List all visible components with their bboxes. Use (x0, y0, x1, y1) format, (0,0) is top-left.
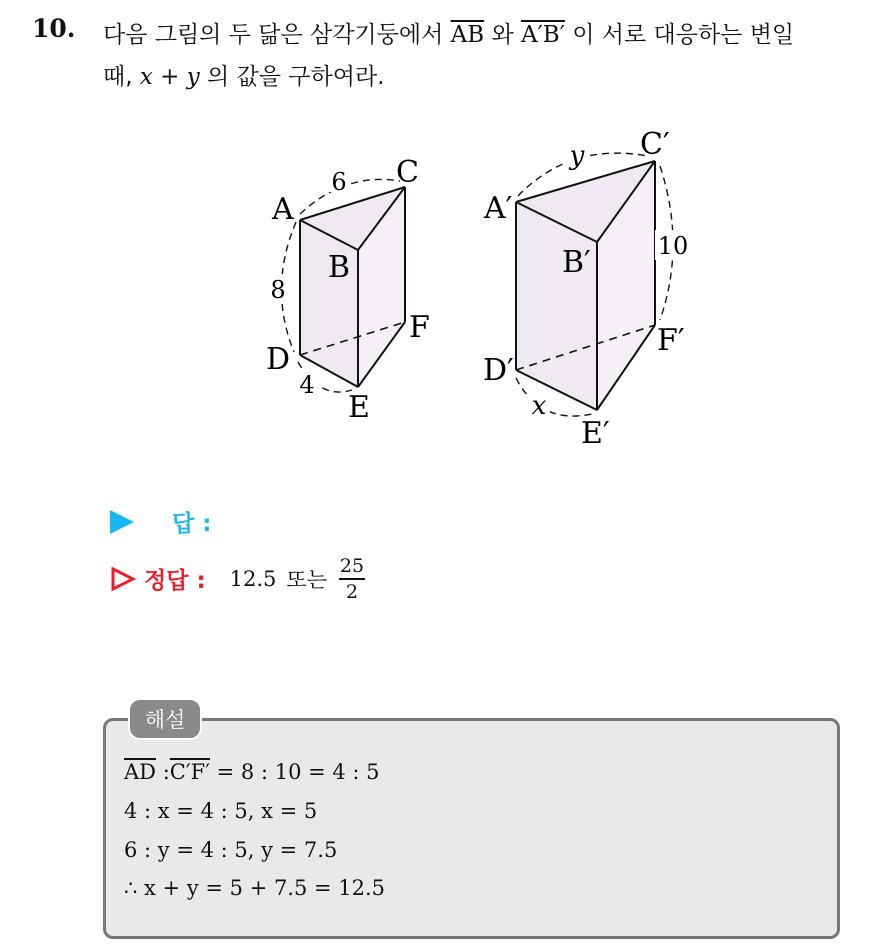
question-line2-suffix: 의 값을 구하여라. (207, 64, 385, 90)
solution-ratio-sep: : (162, 760, 170, 784)
correct-answer-label: 정답 : (144, 568, 206, 595)
fraction-bar (339, 578, 365, 580)
right-prism (483, 127, 691, 451)
answer-or: 또는 (286, 567, 327, 592)
fraction-denominator: 2 (345, 580, 359, 603)
left-prism (266, 155, 430, 425)
correct-answer-value: 12.5 (229, 566, 277, 591)
left-edge-ad-length: 8 (270, 276, 286, 304)
correct-answer-row (110, 555, 365, 603)
left-edge-de-length: 4 (299, 371, 315, 399)
right-vertex-a-prime: A′ (484, 191, 513, 226)
left-vertex-e: E (348, 390, 370, 425)
left-vertex-c: C (396, 155, 419, 190)
segment-ab: $\overline{AB}$ (450, 22, 485, 48)
solution-box (103, 718, 840, 939)
right-vertex-c-prime: C′ (640, 127, 670, 162)
answer-fraction (339, 555, 365, 603)
right-vertex-d-prime: D′ (483, 353, 514, 388)
segment-a-prime-b-prime: A′B′ (520, 22, 565, 48)
question-expression: x + y (139, 64, 200, 90)
right-edge-ac-length: y (569, 141, 585, 171)
solution-tab: 해설 (128, 698, 202, 740)
right-vertex-b-prime: B′ (562, 245, 591, 280)
right-edge-de-length: x (531, 391, 547, 421)
left-vertex-a: A (272, 192, 294, 227)
left-vertex-f: F (409, 310, 430, 345)
solution-line-4: ∴ x + y = 5 + 7.5 = 12.5 (124, 876, 386, 900)
question-line2-prefix: 때, (103, 64, 133, 90)
answer-row (110, 505, 211, 538)
question-text-prefix: 다음 그림의 두 닮은 삼각기둥에서 (103, 22, 444, 48)
outline-triangle-icon (110, 566, 136, 592)
question-conj: 와 (491, 22, 514, 48)
prism-figure (0, 0, 884, 470)
solution-line-1 (124, 760, 380, 784)
solution-line-2: 4 : x = 4 : 5, x = 5 (124, 799, 318, 823)
right-edge-cf-length: 10 (657, 232, 689, 260)
question-number: 10. (32, 14, 76, 43)
answer-label: 답 : (172, 511, 212, 537)
fraction-numerator: 25 (339, 555, 365, 577)
right-vertex-e-prime: E′ (581, 416, 610, 451)
play-triangle-icon (110, 510, 134, 534)
segment-c-prime-f-prime: C′F′ (169, 760, 210, 784)
solution-line-1-rest: = 8 : 10 = 4 : 5 (216, 760, 380, 784)
solution-line-3: 6 : y = 4 : 5, y = 7.5 (124, 838, 338, 862)
left-vertex-d: D (266, 342, 291, 377)
question-text-suffix: 이 서로 대응하는 변일 (572, 22, 795, 48)
segment-ad: $\overline{AD}$ (124, 760, 157, 784)
right-vertex-f-prime: F′ (657, 323, 685, 358)
left-vertex-b: B (328, 250, 351, 285)
left-edge-ac-length: 6 (331, 168, 347, 196)
